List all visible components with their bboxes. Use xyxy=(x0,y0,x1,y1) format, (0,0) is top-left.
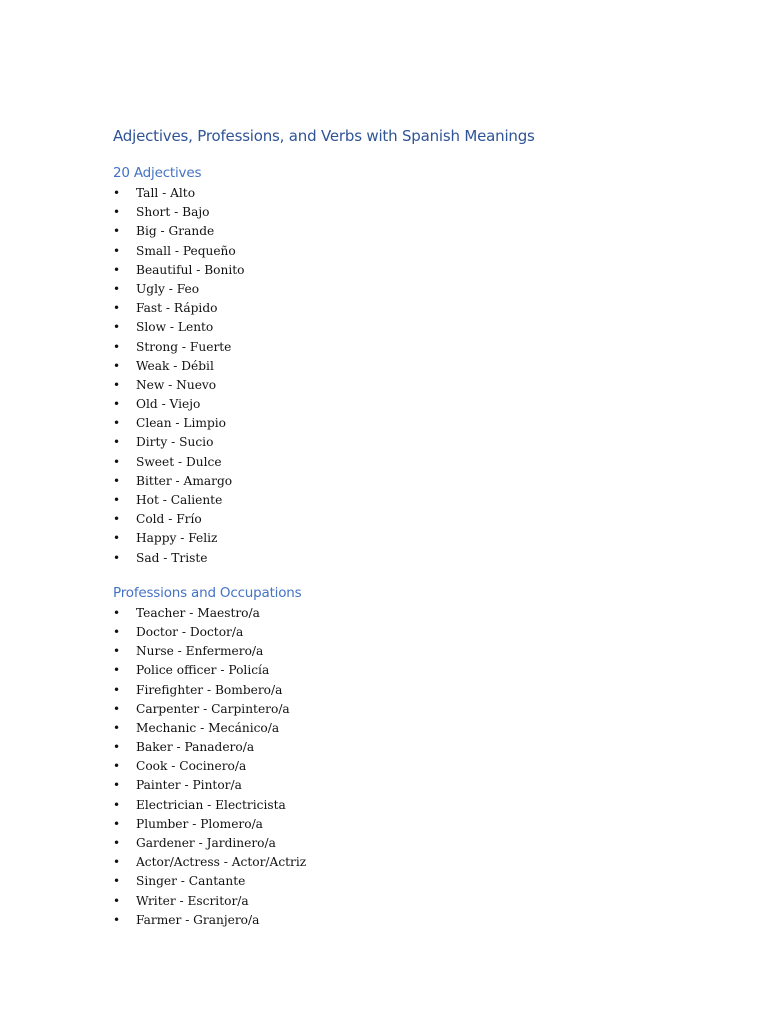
list-item-text: New - Nuevo xyxy=(136,377,217,392)
list-item-text: Plumber - Plomero/a xyxy=(136,816,263,831)
list-item xyxy=(113,604,673,623)
professions-list xyxy=(113,604,673,930)
list-item-text: Ugly - Feo xyxy=(136,281,200,296)
list-item-text: Firefighter - Bombero/a xyxy=(136,682,283,697)
list-item-text: Slow - Lento xyxy=(136,320,214,335)
list-item-text: Sad - Triste xyxy=(136,550,208,565)
bullet-icon: • xyxy=(113,855,121,870)
bullet-icon: • xyxy=(113,262,121,277)
bullet-icon: • xyxy=(113,205,121,220)
list-item-text: Carpenter - Carpintero/a xyxy=(136,701,290,716)
bullet-icon: • xyxy=(113,377,121,392)
list-item xyxy=(113,433,673,452)
list-item xyxy=(113,757,673,776)
bullet-icon: • xyxy=(113,281,121,296)
list-item-text: Police officer - Policía xyxy=(136,663,270,678)
bullet-icon: • xyxy=(113,416,121,431)
list-item-text: Fast - Rápido xyxy=(136,301,218,316)
list-item xyxy=(113,815,673,834)
list-item xyxy=(113,242,673,261)
bullet-icon: • xyxy=(113,624,121,639)
bullet-icon: • xyxy=(113,454,121,469)
bullet-icon: • xyxy=(113,778,121,793)
list-item-text: Clean - Limpio xyxy=(136,416,227,431)
list-item xyxy=(113,892,673,911)
bullet-icon: • xyxy=(113,701,121,716)
list-item xyxy=(113,796,673,815)
bullet-icon: • xyxy=(113,912,121,927)
list-item xyxy=(113,661,673,680)
bullet-icon: • xyxy=(113,435,121,450)
bullet-icon: • xyxy=(113,550,121,565)
list-item-text: Sweet - Dulce xyxy=(136,454,222,469)
adjectives-list xyxy=(113,184,673,568)
list-item xyxy=(113,261,673,280)
list-item-text: Gardener - Jardinero/a xyxy=(136,836,276,850)
bullet-icon: • xyxy=(113,186,121,200)
list-item xyxy=(113,491,673,510)
bullet-icon: • xyxy=(113,243,121,258)
bullet-icon: • xyxy=(113,320,121,335)
list-item xyxy=(113,414,673,433)
list-item xyxy=(113,549,673,568)
bullet-icon: • xyxy=(113,759,121,774)
list-item-text: Cook - Cocinero/a xyxy=(136,759,247,774)
list-item xyxy=(113,395,673,414)
bullet-icon: • xyxy=(113,797,121,812)
list-item xyxy=(113,853,673,872)
list-item-text: Writer - Escritor/a xyxy=(136,893,249,908)
list-item-text: Singer - Cantante xyxy=(136,874,246,889)
list-item xyxy=(113,222,673,241)
list-item xyxy=(113,203,673,222)
list-item xyxy=(113,510,673,529)
bullet-icon: • xyxy=(113,493,121,507)
bullet-icon: • xyxy=(113,644,121,659)
list-item xyxy=(113,681,673,700)
bullet-icon: • xyxy=(113,224,121,239)
bullet-icon: • xyxy=(113,836,121,850)
list-item-text: Happy - Feliz xyxy=(136,531,218,546)
list-item-text: Doctor - Doctor/a xyxy=(136,624,244,639)
bullet-icon: • xyxy=(113,397,121,412)
list-item xyxy=(113,376,673,395)
list-item-text: Weak - Débil xyxy=(136,358,214,373)
list-item-text: Old - Viejo xyxy=(136,397,201,412)
bullet-icon: • xyxy=(113,473,121,488)
document-title: Adjectives, Professions, and Verbs with Spanish Meanings xyxy=(113,127,535,145)
list-item xyxy=(113,299,673,318)
list-item-text: Bitter - Amargo xyxy=(136,473,233,488)
list-item-text: Nurse - Enfermero/a xyxy=(136,644,264,659)
list-item-text: Short - Bajo xyxy=(136,205,210,220)
list-item xyxy=(113,529,673,548)
bullet-icon: • xyxy=(113,663,121,678)
list-item xyxy=(113,700,673,719)
list-item xyxy=(113,472,673,491)
bullet-icon: • xyxy=(113,531,121,546)
document-content xyxy=(113,124,673,930)
bullet-icon: • xyxy=(113,874,121,889)
list-item-text: Cold - Frío xyxy=(136,512,202,527)
list-item-text: Big - Grande xyxy=(136,224,215,239)
list-item-text: Strong - Fuerte xyxy=(136,339,232,354)
section-heading-professions: Professions and Occupations xyxy=(113,584,302,601)
list-item-text: Teacher - Maestro/a xyxy=(136,605,260,620)
list-item xyxy=(113,280,673,299)
list-item xyxy=(113,776,673,795)
bullet-icon: • xyxy=(113,605,121,620)
bullet-icon: • xyxy=(113,720,121,735)
list-item-text: Painter - Pintor/a xyxy=(136,778,242,793)
bullet-icon: • xyxy=(113,740,121,755)
bullet-icon: • xyxy=(113,358,121,373)
list-item-text: Small - Pequeño xyxy=(136,243,236,258)
list-item-text: Beautiful - Bonito xyxy=(136,262,245,277)
list-item-text: Hot - Caliente xyxy=(136,493,223,507)
list-item-text: Actor/Actress - Actor/Actriz xyxy=(136,855,307,870)
list-item xyxy=(113,642,673,661)
list-item-text: Dirty - Sucio xyxy=(136,435,214,450)
bullet-icon: • xyxy=(113,301,121,316)
list-item xyxy=(113,357,673,376)
section-heading-adjectives: 20 Adjectives xyxy=(113,165,202,181)
list-item xyxy=(113,719,673,738)
bullet-icon: • xyxy=(113,682,121,697)
list-item-text: Tall - Alto xyxy=(136,186,196,200)
list-item xyxy=(113,911,673,930)
list-item xyxy=(113,184,673,203)
bullet-icon: • xyxy=(113,339,121,354)
list-item-text: Farmer - Granjero/a xyxy=(136,912,260,927)
list-item-text: Electrician - Electricista xyxy=(136,797,286,812)
list-item xyxy=(113,738,673,757)
list-item xyxy=(113,318,673,337)
list-item xyxy=(113,834,673,853)
list-item xyxy=(113,453,673,472)
bullet-icon: • xyxy=(113,893,121,908)
list-item-text: Mechanic - Mecánico/a xyxy=(136,720,280,735)
bullet-icon: • xyxy=(113,512,121,527)
list-item-text: Baker - Panadero/a xyxy=(136,740,255,755)
list-item xyxy=(113,623,673,642)
list-item xyxy=(113,338,673,357)
list-item xyxy=(113,872,673,891)
bullet-icon: • xyxy=(113,816,121,831)
